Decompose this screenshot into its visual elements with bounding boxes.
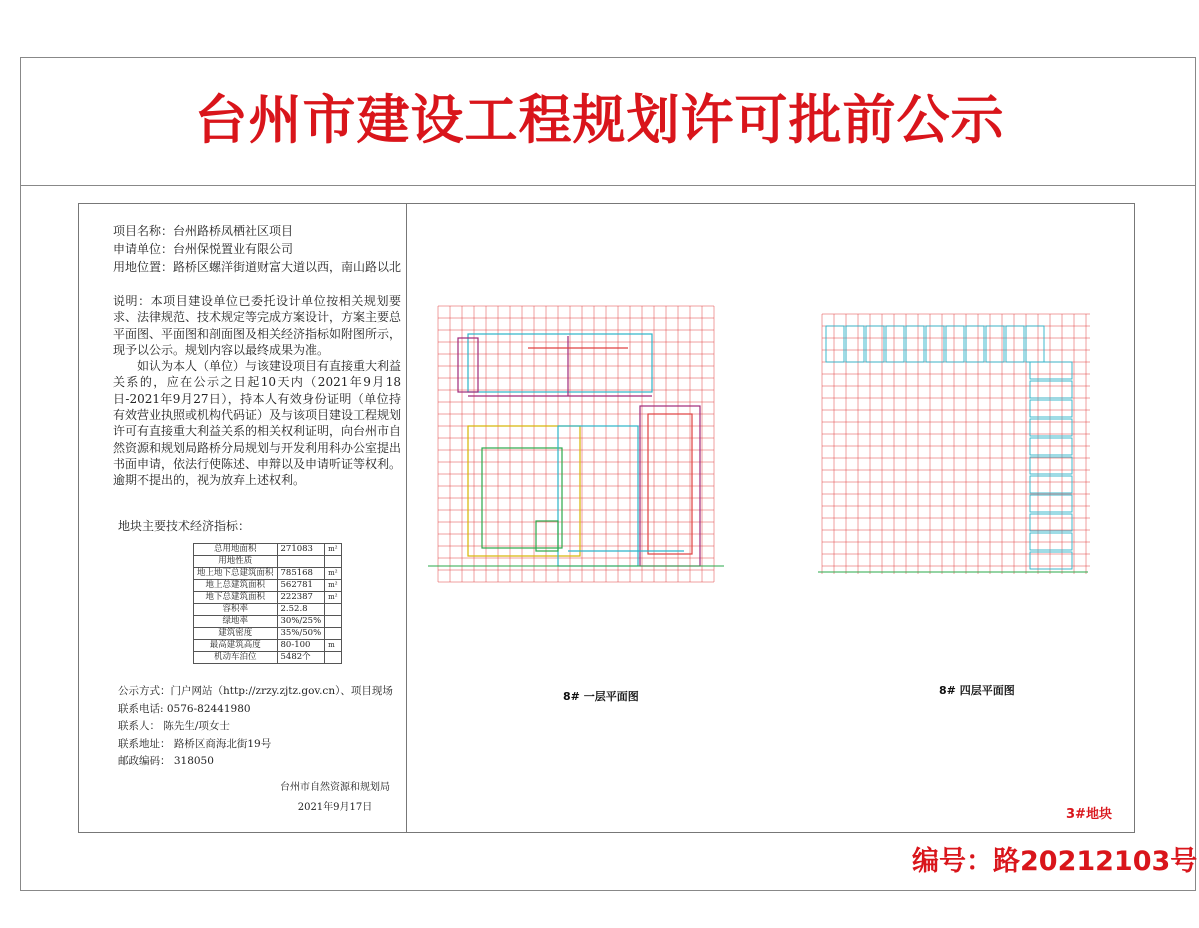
indicator-unit: m <box>325 640 342 652</box>
indicator-unit: m² <box>325 580 342 592</box>
indicator-row <box>194 592 342 604</box>
site-location: 用地位置：路桥区螺洋街道财富大道以西，南山路以北 <box>113 260 402 274</box>
plan-unit <box>826 326 844 362</box>
plan-unit <box>926 326 944 362</box>
contact-address: 联系地址： 路桥区商海北街19号 <box>118 737 272 750</box>
indicator-value: 80-100 <box>277 640 325 652</box>
plan-unit <box>1030 476 1072 493</box>
indicator-label: 地下总建筑面积 <box>194 592 278 604</box>
contact-person: 联系人： 陈先生/项女士 <box>118 720 230 732</box>
indicator-value: 562781 <box>277 580 325 592</box>
indicator-unit <box>325 616 342 628</box>
plan-units <box>826 326 1072 569</box>
plan-unit <box>1006 326 1024 362</box>
indicator-row <box>194 568 342 580</box>
indicator-label: 总用地面积 <box>194 544 278 556</box>
indicator-value: 2.52.8 <box>277 604 325 616</box>
indicator-value <box>277 556 325 568</box>
contact-info <box>118 683 393 771</box>
header-divider <box>20 185 1196 186</box>
issue-date: 2021年9月17日 <box>297 802 373 813</box>
issuer: 台州市自然资源和规划局 <box>280 782 390 793</box>
indicator-row <box>194 556 342 568</box>
publicity-method: 公示方式：门户网站（http://zrzy.zjtz.gov.cn）、项目现场 <box>118 685 393 697</box>
indicator-label: 地上总建筑面积 <box>194 580 278 592</box>
contact-phone: 联系电话: 0576-82441980 <box>118 702 251 715</box>
indicator-value: 35%/50% <box>277 628 325 640</box>
indicator-label: 最高建筑高度 <box>194 640 278 652</box>
serial-number: 编号：路20212103号 <box>912 846 1198 877</box>
indicator-row <box>194 616 342 628</box>
indicator-value: 30%/25% <box>277 616 325 628</box>
plan-caption-4f: 8# 四层平面图 <box>939 684 1015 697</box>
indicator-row <box>194 544 342 556</box>
block-label: 3#地块 <box>1066 807 1112 822</box>
indicator-label: 绿地率 <box>194 616 278 628</box>
plan-unit <box>866 326 884 362</box>
indicator-label: 地上地下总建筑面积 <box>194 568 278 580</box>
indicator-unit <box>325 604 342 616</box>
plan-unit <box>946 326 964 362</box>
description-paragraph: 说明：本项目建设单位已委托设计单位按相关规划要求、法律规范、技术规定等完成方案设计，方案主要总平面图、平面图和剖面图及相关经济指标如附图所示，现予以公示。规划内容以最终成果为准。 <box>113 294 402 357</box>
indicators-table <box>193 543 342 664</box>
description-paragraph: 如认为本人（单位）与该建设项目有直接重大利益关系的，应在公示之日起10天内（2021年9月18日-2021年9月27日），持本人有效身份证明（单位持有效营业执照或机构代码证）及与该项目建设工程规划许可有直接重大利益关系的相关权利证明，向台州市自然资源和规划局路桥分局规划与开发利用科办公室提出书面申请，依法行使陈述、申辩以及申请听证等权利。逾期不提出的，视为放弃上述权利。 <box>113 359 402 488</box>
project-name: 项目名称：台州路桥凤栖社区项目 <box>113 224 294 238</box>
indicator-row <box>194 604 342 616</box>
signature-block <box>280 778 390 818</box>
indicator-value: 271083 <box>277 544 325 556</box>
plan-unit <box>1030 400 1072 417</box>
indicator-value: 222387 <box>277 592 325 604</box>
plan-unit <box>986 326 1004 362</box>
indicator-unit: m² <box>325 592 342 604</box>
plan-grid <box>438 306 714 582</box>
indicator-unit <box>325 628 342 640</box>
indicator-unit <box>325 652 342 664</box>
plan-unit <box>1030 419 1072 436</box>
indicator-value: 5482个 <box>277 652 325 664</box>
plan-unit <box>1030 381 1072 398</box>
plan-unit <box>1026 326 1044 362</box>
notice-title: 台州市建设工程规划许可批前公示 <box>194 90 1005 151</box>
plan-unit <box>1030 514 1072 531</box>
indicator-row <box>194 580 342 592</box>
indicators-title: 地块主要技术经济指标： <box>118 519 251 533</box>
plan-unit <box>1030 495 1072 512</box>
indicator-unit: m² <box>325 544 342 556</box>
plan-unit <box>906 326 924 362</box>
indicator-label: 容积率 <box>194 604 278 616</box>
indicator-unit: m² <box>325 568 342 580</box>
indicator-label: 建筑密度 <box>194 628 278 640</box>
indicator-value: 785168 <box>277 568 325 580</box>
plan-grid <box>822 314 1090 574</box>
plan-caption-1f: 8# 一层平面图 <box>563 690 639 703</box>
plan-unit <box>1030 457 1072 474</box>
plan-unit <box>966 326 984 362</box>
indicator-row <box>194 628 342 640</box>
project-info <box>113 222 403 276</box>
plan-unit <box>1030 438 1072 455</box>
plan-unit <box>1030 552 1072 569</box>
indicator-row <box>194 640 342 652</box>
panel-divider <box>406 203 407 833</box>
indicator-unit <box>325 556 342 568</box>
plan-unit <box>886 326 904 362</box>
applicant: 申请单位：台州保悦置业有限公司 <box>113 242 294 256</box>
plan-unit <box>1030 362 1072 379</box>
indicator-label: 机动车泊位 <box>194 652 278 664</box>
floor-plan-1f <box>428 296 724 592</box>
plan-unit <box>1030 533 1072 550</box>
indicator-row <box>194 652 342 664</box>
indicator-label: 用地性质 <box>194 556 278 568</box>
description <box>113 293 401 489</box>
postcode: 邮政编码： 318050 <box>118 755 214 767</box>
plan-unit <box>846 326 864 362</box>
floor-plan-4f <box>808 304 1098 584</box>
